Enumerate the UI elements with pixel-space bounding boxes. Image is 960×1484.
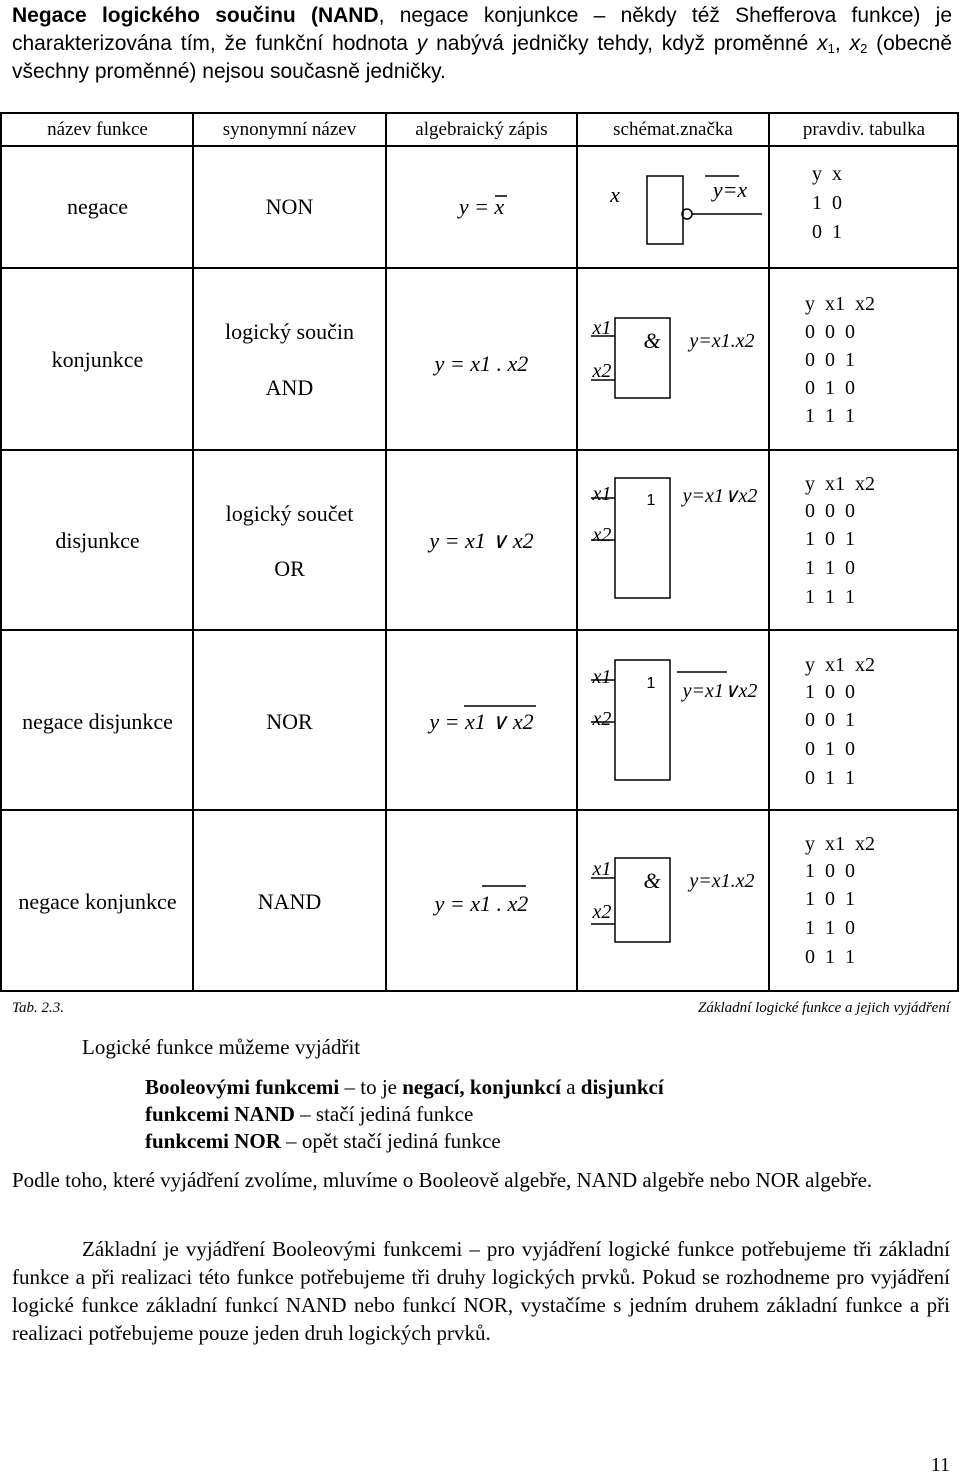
body-item2-text: – stačí jediná funkce <box>294 1102 474 1126</box>
row-disjunkce-synonym-abbr: OR <box>274 556 305 581</box>
row-nor-synonym: NOR <box>266 709 313 734</box>
body-paragraph-2: Základní je vyjádření Booleovými funkcemi – pro vyjádření logické funkce potřebujeme tři základní funkce a při realizaci této funkce potřebujeme tři druhy logických prvků. Pokud se rozhodneme pro vyjádření logické funkce základní funkcí NAND nebo funkcí NOR, vystačíme s jedním druhem základní funkce a při realizaci potřebujeme pouze jeden druh logických prvků. <box>12 1237 950 1345</box>
or-gate-input-2: x2 <box>592 524 612 546</box>
body-item1-bold3: disjunkcí <box>580 1075 664 1099</box>
tt-nand-row: 1 0 1 <box>805 888 855 910</box>
and-gate-input-2: x2 <box>592 360 612 382</box>
body-item-nor <box>145 1127 501 1155</box>
intro-text-1: , negace konjunkce – někdy též Shefferova funkce) je charakterizována tím, že funkční hodnota <box>12 4 953 55</box>
intro-var-y: y <box>416 32 428 55</box>
tt-konjunkce-row: 0 1 0 <box>805 377 855 399</box>
body-item1-text1: – to je <box>339 1075 403 1099</box>
tt-nand-row: 0 1 1 <box>805 946 855 968</box>
negation-bar <box>480 884 530 888</box>
row-nand-synonym: NAND <box>257 889 322 914</box>
header-function-name: název funkce <box>47 119 148 140</box>
header-synonym: synonymní název <box>222 119 357 140</box>
tt-nor-row: 0 0 1 <box>805 709 855 731</box>
row-nor-name: negace disjunkce <box>22 709 173 734</box>
tt-konjunkce-row: 0 0 0 <box>805 321 855 343</box>
table-label: Tab. 2.3. <box>12 1000 64 1016</box>
table-caption: Základní logické funkce a jejich vyjádření <box>698 1000 950 1016</box>
nand-gate-input-2: x2 <box>592 901 612 923</box>
body-lead: Logické funkce můžeme vyjádřit <box>82 1035 361 1059</box>
intro-comma: , <box>834 32 850 55</box>
tt-negace-row: 1 0 <box>812 192 842 214</box>
intro-paragraph <box>12 2 952 86</box>
nor-gate-symbol-label: 1 <box>646 675 656 692</box>
nor-gate-input-2: x2 <box>592 708 612 730</box>
or-gate-symbol-label: 1 <box>646 492 656 509</box>
body-paragraph-1: Podle toho, které vyjádření zvolíme, mluvíme o Booleově algebře, NAND algebře nebo NOR algebře. <box>12 1168 873 1192</box>
row-konjunkce-name: konjunkce <box>51 347 144 372</box>
tt-negace-row: 0 1 <box>812 221 842 243</box>
not-gate-output: y=x <box>712 177 748 202</box>
row-disjunkce-name: disjunkce <box>55 528 140 553</box>
row-konjunkce-formula: y = x1 . x2 <box>434 351 529 376</box>
tt-disjunkce-row: 1 1 1 <box>805 586 855 608</box>
header-algebraic: algebraický zápis <box>415 119 548 140</box>
row-konjunkce-synonym-abbr: AND <box>265 375 314 400</box>
row-negace-formula: y = x <box>458 194 505 219</box>
negation-bar <box>460 704 540 708</box>
body-item2-bold: funkcemi NAND <box>145 1102 295 1126</box>
intro-text-2: nabývá jedničky tehdy, když proměnné <box>427 32 818 55</box>
tt-negace-header: y x <box>812 163 842 185</box>
tt-nor-row: 0 1 1 <box>805 767 855 789</box>
row-disjunkce-synonym: logický součet <box>225 501 354 526</box>
row-disjunkce-formula: y = x1 ∨ x2 <box>429 528 534 553</box>
intro-sub-1: 1 <box>827 41 835 56</box>
tt-nand-header: y x1 x2 <box>805 833 875 855</box>
tt-nor-row: 0 1 0 <box>805 738 855 760</box>
row-negace-name: negace <box>66 194 129 219</box>
tt-disjunkce-row: 1 1 0 <box>805 557 855 579</box>
tt-disjunkce-row: 0 0 0 <box>805 500 855 522</box>
body-item3-text: – opět stačí jediná funkce <box>280 1129 501 1153</box>
body-item-boolean <box>145 1073 664 1101</box>
tt-konjunkce-row: 1 1 1 <box>805 405 855 427</box>
and-gate-output: y=x1.x2 <box>689 330 755 352</box>
tt-nand-row: 1 0 0 <box>805 860 855 882</box>
intro-sub-2: 2 <box>860 41 868 56</box>
nor-gate-input-1: x1 <box>592 666 612 688</box>
page-number: 11 <box>930 1454 950 1476</box>
row-nand-name: negace konjunkce <box>18 889 177 914</box>
and-gate-symbol-label: & <box>643 328 661 353</box>
and-gate-input-1: x1 <box>592 317 612 339</box>
nand-gate-input-1: x1 <box>592 858 612 880</box>
intro-var-x1: x <box>817 32 828 55</box>
tt-nor-row: 1 0 0 <box>805 681 855 703</box>
body-item-nand <box>145 1100 473 1128</box>
tt-nor-header: y x1 x2 <box>805 654 875 676</box>
nand-gate-output: y=x1.x2 <box>689 870 755 892</box>
row-nand-formula: y = x1 . x2 <box>434 891 529 916</box>
body-item1-bold1: Booleovými funkcemi <box>145 1075 340 1099</box>
tt-konjunkce-header: y x1 x2 <box>805 293 875 315</box>
nor-gate-output: y=x1∨x2 <box>682 680 758 702</box>
header-schematic: schémat.značka <box>613 119 733 140</box>
body-item3-bold: funkcemi NOR <box>145 1129 281 1153</box>
body-item1-text2: a <box>560 1075 581 1099</box>
not-gate-input: x <box>610 182 620 207</box>
negation-bar <box>467 194 507 198</box>
row-nor-formula: y = x1 ∨ x2 <box>429 709 534 734</box>
intro-var-x2: x <box>849 32 861 55</box>
intro-bold-lead: Negace logického součinu (NAND <box>12 4 379 27</box>
row-konjunkce-synonym: logický součin <box>225 319 354 344</box>
tt-konjunkce-row: 0 0 1 <box>805 349 855 371</box>
tt-nand-row: 1 1 0 <box>805 917 855 939</box>
tt-disjunkce-row: 1 0 1 <box>805 528 855 550</box>
intro-text-3: (obecně všechny proměnné) nejsou současně jedničky. <box>12 32 953 83</box>
row-negace-synonym: NON <box>265 194 314 219</box>
or-gate-input-1: x1 <box>592 483 612 505</box>
tt-disjunkce-header: y x1 x2 <box>805 473 875 495</box>
or-gate-output: y=x1∨x2 <box>682 485 758 507</box>
header-truth-table: pravdiv. tabulka <box>802 119 926 140</box>
nand-gate-symbol-label: & <box>643 868 661 893</box>
body-item1-bold2: negací, konjunkcí <box>402 1075 561 1099</box>
